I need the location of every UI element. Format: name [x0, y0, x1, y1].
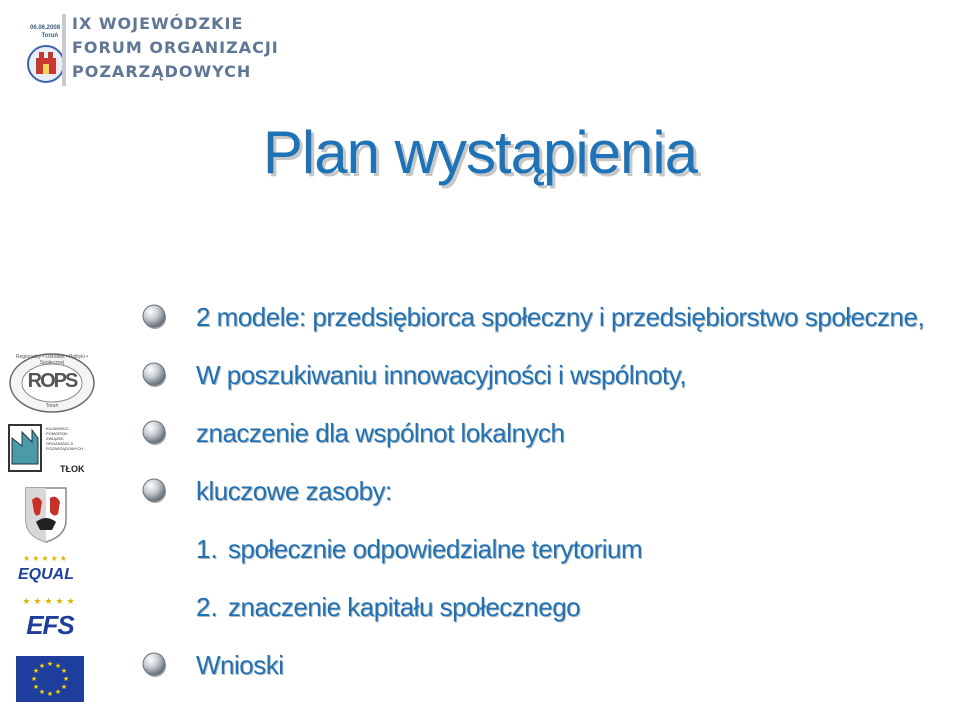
list-item-text: Wnioski	[196, 650, 284, 680]
eu-flag	[16, 656, 84, 702]
equal-label: EQUAL	[18, 566, 74, 583]
region-coat-of-arms	[22, 484, 70, 544]
list-item	[0, 472, 960, 512]
rops-letters: ROPS	[27, 370, 77, 392]
svg-text:★: ★	[38, 688, 46, 696]
equal-stars-icon: ★★★★★	[23, 554, 69, 563]
tlok-logo	[8, 424, 98, 478]
torun-seal-icon	[26, 44, 66, 84]
tlok-emblem-icon	[8, 424, 42, 472]
svg-text:★: ★	[30, 675, 38, 683]
item-number: 2.	[196, 592, 218, 622]
logo-divider	[62, 14, 66, 86]
tlok-line: KUJAWSKO-	[46, 426, 70, 431]
list-item-text: znaczenie dla wspólnot lokalnych	[196, 418, 565, 448]
list-item	[0, 414, 960, 454]
bullet-icon	[142, 304, 168, 330]
efs-stars-icon: ★★★★★	[22, 596, 78, 606]
svg-text:★: ★	[62, 675, 70, 683]
list-item-text: 2 modele: przedsiębiorca społeczny i przedsiębiorstwo społeczne,	[196, 302, 925, 332]
tlok-line: ZWIĄZEK	[46, 436, 64, 441]
tlok-description	[46, 426, 83, 451]
equal-logo	[14, 552, 78, 592]
svg-text:★: ★	[60, 667, 68, 675]
coat-of-arms-icon	[22, 484, 70, 544]
event-line-2: FORUM ORGANIZACJI	[72, 38, 279, 57]
bullet-icon	[142, 652, 168, 678]
rops-city: Toruń	[45, 403, 59, 409]
event-line-1: IX WOJEWÓDZKIE	[72, 14, 244, 33]
page-title: Plan wystąpienia	[262, 119, 698, 186]
eu-flag-icon	[16, 656, 84, 702]
bullet-icon	[142, 478, 168, 504]
list-item-text: kluczowe zasoby:	[196, 476, 392, 506]
numbered-item	[0, 588, 960, 628]
svg-text:★: ★	[32, 667, 40, 675]
event-date-day: 06.06.2008	[30, 25, 61, 31]
event-date-city: Toruń	[41, 33, 58, 39]
rops-logo	[8, 352, 96, 414]
svg-text:★: ★	[46, 660, 54, 668]
numbered-item	[0, 530, 960, 570]
numbered-item-text: społecznie odpowiedzialne terytorium	[228, 534, 643, 564]
event-date	[30, 24, 61, 40]
svg-text:★: ★	[60, 683, 68, 691]
svg-text:★: ★	[38, 662, 46, 670]
numbered-item-text: znaczenie kapitału społecznego	[228, 592, 581, 622]
bullet-icon	[142, 362, 168, 388]
list-item-text: W poszukiwaniu innowacyjności i wspólnoty,	[196, 360, 687, 390]
tlok-line: POMORSKI	[46, 431, 68, 436]
svg-text:★: ★	[54, 688, 62, 696]
svg-text:★: ★	[54, 662, 62, 670]
tlok-name: TŁOK	[60, 464, 85, 474]
list-item	[0, 646, 960, 686]
svg-text:★: ★	[46, 690, 54, 698]
list-item	[0, 298, 960, 338]
rops-top-text: Regionalny • Ośrodek • Polityki • Społecznej	[16, 354, 88, 366]
event-line-3: POZARZĄDOWYCH	[72, 62, 252, 81]
svg-text:★: ★	[32, 683, 40, 691]
efs-logo	[14, 596, 86, 646]
list-item	[0, 356, 960, 396]
event-logo	[10, 10, 279, 90]
item-number: 1.	[196, 534, 218, 564]
tlok-line: ORGANIZACJI	[46, 441, 73, 446]
tlok-line: POZARZĄDOWYCH	[46, 446, 84, 451]
bullet-icon	[142, 420, 168, 446]
efs-label: EFS	[26, 610, 74, 640]
